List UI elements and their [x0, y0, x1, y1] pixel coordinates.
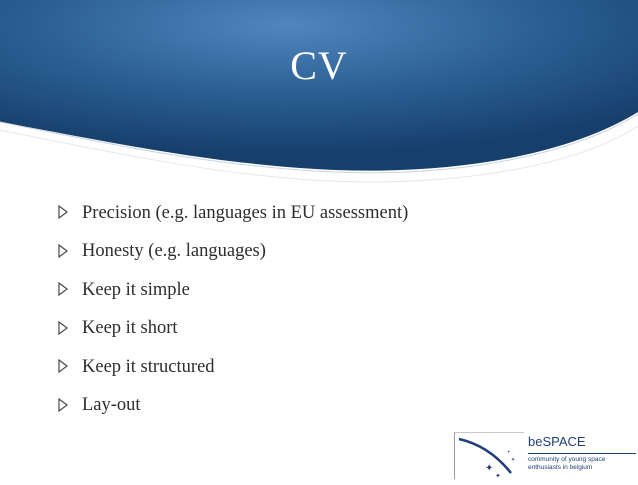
- arrow-bullet-icon: [58, 282, 68, 296]
- bullet-text: Keep it structured: [82, 356, 215, 377]
- arrow-bullet-icon: [58, 359, 68, 373]
- list-item: [58, 271, 408, 310]
- arrow-bullet-icon: [58, 321, 68, 335]
- header-wave-graphic: [0, 0, 638, 190]
- svg-text:✦: ✦: [503, 464, 509, 471]
- bespace-logo: [454, 432, 638, 479]
- svg-text:✦: ✦: [495, 472, 501, 480]
- arrow-bullet-icon: [58, 205, 68, 219]
- bullet-text: Keep it short: [82, 318, 178, 339]
- arrow-bullet-icon: [58, 244, 68, 258]
- bullet-text: Precision (e.g. languages in EU assessment): [82, 202, 409, 223]
- bullet-list: [58, 194, 408, 425]
- svg-text:✦: ✦: [511, 457, 516, 463]
- header-banner: [0, 0, 638, 190]
- logo-tagline: community of young space enthusiasts in belgium: [528, 456, 606, 471]
- svg-text:✦: ✦: [485, 463, 494, 474]
- bullet-text: Honesty (e.g. languages): [82, 241, 266, 262]
- bullet-text: Keep it simple: [82, 279, 190, 300]
- svg-text:✦: ✦: [507, 449, 511, 454]
- list-item: [58, 194, 408, 233]
- logo-mark: [454, 432, 524, 479]
- orbit-stars-icon: [455, 433, 525, 480]
- logo-name: beSPACE: [528, 434, 586, 449]
- list-item: [58, 348, 408, 387]
- list-item: [58, 387, 408, 426]
- list-item: [58, 233, 408, 272]
- slide-title: CV: [290, 43, 348, 88]
- arrow-bullet-icon: [58, 398, 68, 412]
- logo-divider: [528, 453, 636, 454]
- bullet-text: Lay-out: [82, 395, 141, 416]
- list-item: [58, 310, 408, 349]
